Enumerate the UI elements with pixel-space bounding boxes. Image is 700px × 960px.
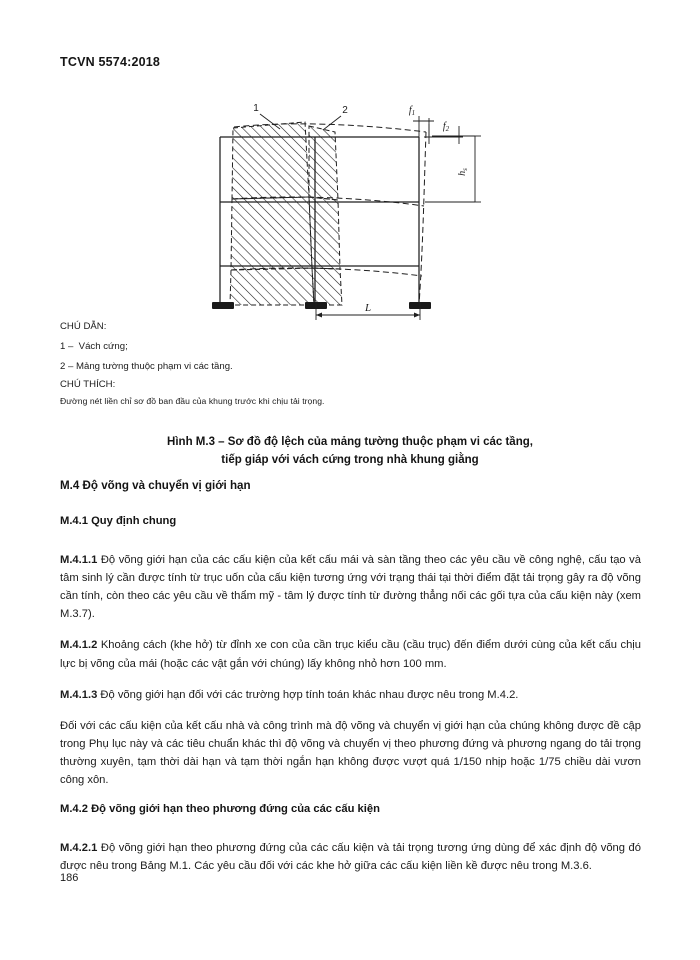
standard-code-header: TCVN 5574:2018 [60,55,161,69]
section-heading-m4: M.4 Độ võng và chuyển vị giới hạn [60,479,251,492]
figure-caption-line-2: tiếp giáp với vách cứng trong nhà khung giằng [221,453,479,466]
paragraph-m411 [60,551,641,624]
paragraph-m411-number: M.4.1.1 [60,553,98,566]
figure-legend [60,322,640,406]
paragraph-m411-text: Độ võng giới hạn của các cấu kiện của kết cấu mái và sàn tầng theo các yêu cầu về công nghệ, cấu tạo và tâm sinh lý cần được tính từ trục uốn của cấu kiện tương ứng với trạng thái tại thời điểm đặt tải trọng gây ra độ võng cần tính, còn theo các yêu cầu về thẩm mỹ - tâm lý được tính từ đường thẳng nối các gối tựa của cấu kiện này (xem M.3.7). [60,553,641,621]
legend-note-heading: CHÚ THÍCH: [60,378,116,390]
paragraph-m412 [60,636,641,672]
dimension-label-f1: $f_1$ [408,105,416,117]
paragraph-m421-text: Độ võng giới hạn theo phương đứng của các cấu kiện và tải trọng tương ứng dùng để xác định độ võng đó được nêu trong Bảng M.1. Các yêu cầu đối với các khe hở giữa các cấu kiện liền kề được nêu trong M.3.6. [60,842,641,873]
paragraph-m412-number: M.4.1.2 [60,639,98,652]
dimension-label-L: L [364,302,372,314]
paragraph-m413-text: Độ võng giới hạn đối với các trường hợp tính toán khác nhau được nêu trong M.4.2. [97,688,519,701]
paragraph-m413-follow: Đối với các cấu kiện của kết cấu nhà và công trình mà độ võng và chuyển vị giới hạn của chúng không được đề cập trong Phụ lục này và các tiêu chuẩn khác thì độ võng và chuyển vị theo phương đứng và phương ngang do tải trọng thường xuyên, tạm thời dài hạn và tạm thời ngắn hạn không được vượt quá 1/150 nhịp hoặc 1/75 chiều dài vươn công xôn. [60,719,641,787]
dimension-label-f2: $f_2$ [442,121,450,133]
section-heading-m41: M.4.1 Quy định chung [60,515,177,528]
section-heading-m42: M.4.2 Độ võng giới hạn theo phương đứng của các cấu kiện [60,803,380,816]
dimension-hs [425,136,481,202]
body-content [60,478,641,888]
paragraph-m412-text: Khoảng cách (khe hở) từ đỉnh xe con của cần trục kiểu cầu (cầu trục) đến điểm dưới cùng của kết cấu chịu lực bị võng của mái (hoặc các vật gắn với chúng) lấy không nhỏ hơn 100 mm. [60,639,641,670]
legend-note-text: Đường nét liền chỉ sơ đồ ban đầu của khung trước khi chịu tải trọng. [60,396,325,407]
callout-label-2: 2 [342,105,348,116]
legend-item-2: 2 – Mảng tường thuộc phạm vi các tầng. [60,361,233,373]
shear-wall-hatch [230,122,342,305]
callout-label-1: 1 [253,103,259,114]
paragraph-m421 [60,839,641,875]
legend-heading: CHÚ DẪN: [60,321,107,332]
figure-caption-line-1: Hình M.3 – Sơ đồ độ lệch của mảng tường thuộc phạm vi các tầng, [167,436,533,448]
paragraph-m413-number: M.4.1.3 [60,688,98,701]
page-number: 186 [60,872,79,884]
paragraph-m421-number: M.4.2.1 [60,842,98,855]
legend-item-1: 1 – Vách cứng; [60,341,128,353]
figure-m3 [0,96,700,321]
figure-caption [60,434,640,470]
dimension-label-hs: $h_s$ [457,168,469,176]
frame-deflection-diagram [210,96,490,321]
paragraph-m413 [60,686,641,704]
